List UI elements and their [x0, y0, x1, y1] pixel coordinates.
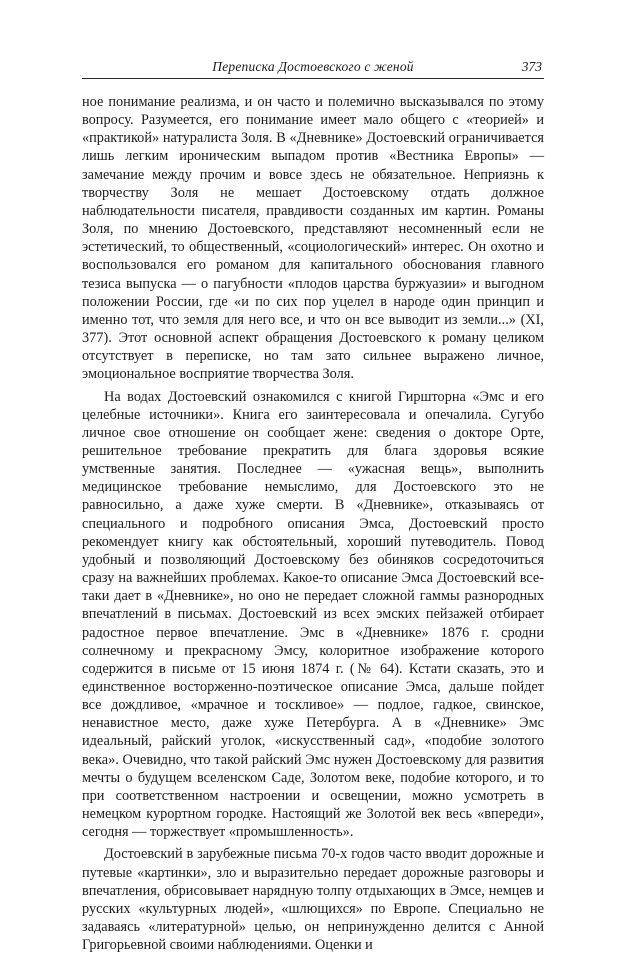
page-number: 373 [521, 59, 542, 74]
running-title: Переписка Достоевского с женой [212, 59, 414, 74]
paragraph-2: На водах Достоевский ознакомился с книгой Гиршторна «Эмс и его целебные источники». Книга его заинтересовала и опечалила. Сугубо личное свое отношение он сообщает жене: сведения о докторе Орте, решительное требование прекратить для блага здоровья всякие умственные занятия. Последнее — «ужасная вещь», выполнить медицинское требование немыслимо, для Достоевского это не равносильно, а даже хуже смерти. В «Дневнике», отказываясь от специального и подробного описания Эмса, Достоевский просто рекомендует книгу как обстоятельный, хороший путеводитель. Повод удобный и позволяющий Достоевскому без обиняков сосредоточиться сразу на важнейших проблемах. Какое-то описание Эмса Достоевский все-таки дает в «Дневнике», но оно не передает сложной гаммы разнородных впечатлений в письмах. Достоевский из всех эмских пейзажей отбирает радостное первое впечатление. Эмс в «Дневнике» 1876 г. сродни солнечному и прекрасному Эмсу, колоритное изображение которого содержится в письме от 15 июня 1874 г. (№ 64). Кстати сказать, это и единственное восторженно-поэтическое описание Эмса, дальше пойдет все дождливое, «мрачное и тоскливое» — подлое, гадкое, свинское, ненавистное место, даже хуже Петербурга. А в «Дневнике» Эмс идеальный, райский уголок, «искусственный сад», «подобие золотого века». Очевидно, что такой райский Эмс нужен Достоевскому для развития мечты о будущем вселенском Саде, Золотом веке, подобие которого, и то при соответственном настроении и освещении, можно усмотреть в немецком курортном городке. Настоящий же Золотой век весь «впереди», сегодня — торжествует «промышленность». [82, 388, 544, 841]
paragraph-3: Достоевский в зарубежные письма 70-х годов часто вводит дорожные и путевые «картинки», зло и выразительно передает дорожные разговоры и впечатления, обрисовывает нарядную толпу отдыхающих в Эмсе, немцев и русских «культурных людей», «шлющихся» по Европе. Специально не задаваясь «литературной» целью, он непринужденно делится с Анной Григорьевной своими наблюдениями. Оценки и [82, 846, 544, 954]
body-text [82, 93, 544, 954]
book-page [82, 56, 544, 958]
running-head [82, 56, 544, 79]
paragraph-1: ное понимание реализма, и он часто и полемично высказывался по этому вопросу. Разумеется, его понимание имеет мало общего с «теорией» и «практикой» натуралиста Золя. В «Дневнике» Достоевский ограничивается лишь легким ироническим выпадом против «Вестника Европы» — замечание между прочим и вовсе здесь не обязательное. Неприязнь к творчеству Золя не мешает Достоевскому отдать должное наблюдательности писателя, правдивости созданных им картин. Романы Золя, по мнению Достоевского, представляют несомненный если не эстетический, то общественный, «социологический» интерес. Он охотно и воспользовался его романом для капитального обоснования главного тезиса выпуска — о пагубности «плодов царства буржуазии» и выгодном положении России, где «и по сих пор уцелел в народе один принцип и именно тот, что земля для него все, и что он все выводит из земли...» (XI, 377). Этот основной аспект обращения Достоевского к роману целиком отсутствует в переписке, но там зато сильнее выражено личное, эмоциональное восприятие творчества Золя. [82, 94, 544, 383]
